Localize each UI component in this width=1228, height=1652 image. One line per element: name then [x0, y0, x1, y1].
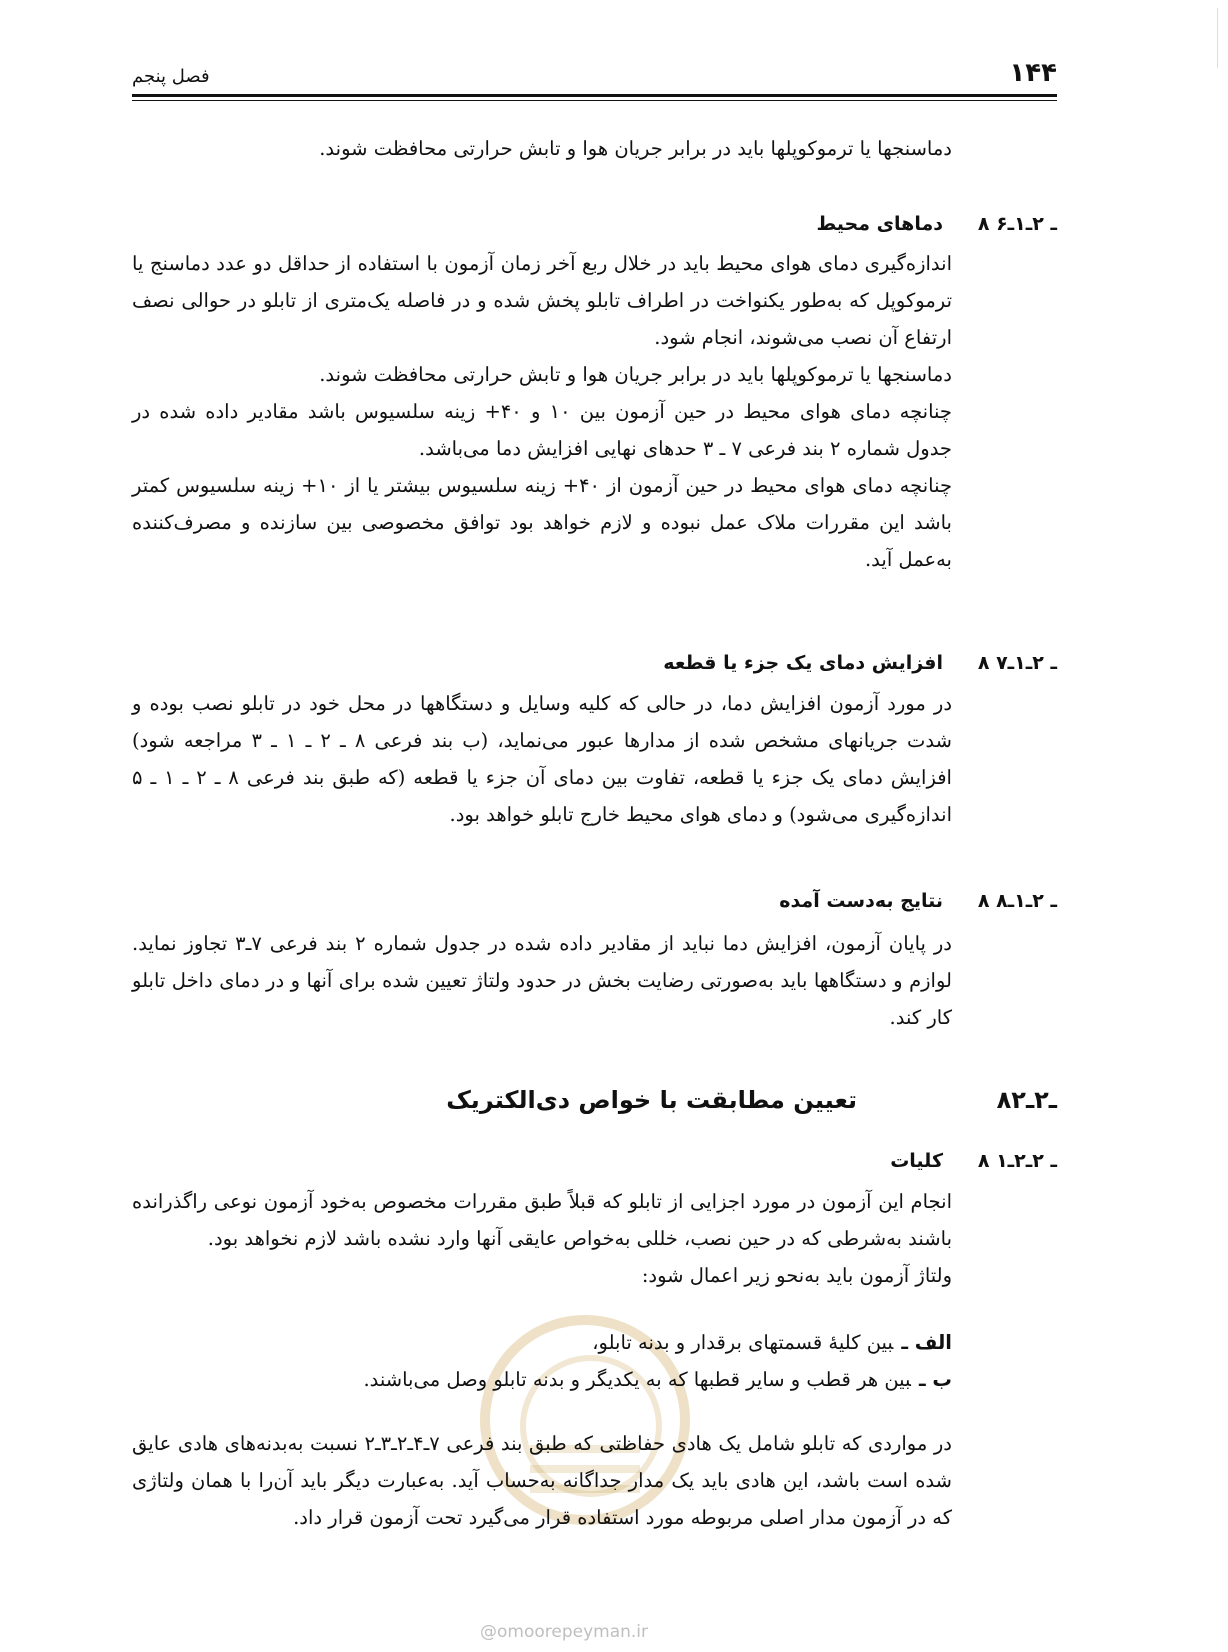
section-number: ۸ـ۲ـ۲ — [996, 1086, 1057, 1114]
section-title: افزایش دمای یک جزء یا قطعه — [663, 652, 943, 674]
section-body-8-2-1-8 — [132, 925, 952, 1036]
section-body-8-2-2-1 — [132, 1183, 952, 1294]
section-number: ۸ ـ ۲ـ۱ـ۸ — [977, 890, 1057, 912]
section-number: ۸ ـ ۲ـ۱ـ۶ — [977, 213, 1057, 235]
section-heading-8-2-2-1 — [132, 1150, 1057, 1172]
paragraph: انجام این آزمون در مورد اجزایی از تابلو که قبلاً طبق مقررات مخصوص به‌خود آزمون نوعی راگذرانده باشند به‌شرطی که در حین نصب، خللی به‌خواص عایقی آنها وارد نشده باشد لازم نخواهد بود. — [132, 1190, 952, 1250]
closing-paragraph — [132, 1425, 952, 1536]
chapter-title: فصل پنجم — [132, 66, 210, 87]
section-heading-8-2-2 — [132, 1086, 1057, 1114]
section-title: کلیات — [890, 1150, 943, 1172]
section-number: ۸ ـ ۲ـ۱ـ۷ — [977, 652, 1057, 674]
section-number: ۸ ـ ۲ـ۲ـ۱ — [977, 1150, 1057, 1172]
paragraph: در مواردی که تابلو شامل یک هادی حفاظتی که طبق بند فرعی ۷ـ۴ـ۲ـ۳ـ۲ نسبت به‌بدنه‌های هادی عایق شده است باشد، این هادی باید یک مدار جداگانه به‌حساب آید. به‌عبارت دیگر باید آن‌را با همان ولتاژی که در آزمون مدار اصلی مربوطه مورد استفاده قرار می‌گیرد تحت آزمون قرار داد. — [132, 1432, 952, 1529]
test-voltage-list — [132, 1324, 952, 1398]
list-item — [132, 1324, 952, 1361]
page-header — [132, 58, 1057, 98]
intro-paragraph — [132, 130, 952, 167]
paragraph: چنانچه دمای هوای محیط در حین آزمون از ۴۰+ زینه سلسیوس بیشتر یا از ۱۰+ زینه سلسیوس کمتر باشد این مقررات ملاک عمل نبوده و لازم خواهد بود توافق مخصوصی بین سازنده و مصرف‌کننده به‌عمل آید. — [132, 474, 953, 571]
paragraph: چنانچه دمای هوای محیط در حین آزمون بین ۱۰ و ۴۰+ زینه سلسیوس باشد مقادیر داده شده در جدول شماره ۲ بند فرعی ۷ ـ ۳ حدهای نهایی افزایش دما می‌باشد. — [132, 400, 952, 460]
paragraph: در پایان آزمون، افزایش دما نباید از مقادیر داده شده در جدول شماره ۲ بند فرعی ۷ـ۳ تجاوز نماید. لوازم و دستگاهها باید به‌صورتی رضایت بخش در حدود ولتاژ تعیین شده برای آنها و در دمای داخل تابلو کار کند. — [132, 932, 952, 1029]
section-body-8-2-1-6 — [132, 245, 952, 578]
paragraph: اندازه‌گیری دمای هوای محیط باید در خلال ربع آخر زمان آزمون با استفاده از حداقل دو عدد دماسنج یا ترموکوپل که به‌طور یکنواخت در اطراف تابلو پخش شده و در فاصله یک‌متری از تابلو در حوالی نصف ارتفاع آن نصب می‌شوند، انجام شود. — [132, 252, 952, 349]
section-title: نتایج به‌دست آمده — [779, 890, 943, 912]
section-heading-8-2-1-7 — [132, 652, 1057, 674]
list-item — [132, 1361, 952, 1398]
section-heading-8-2-1-8 — [132, 890, 1057, 912]
list-item-text: بین هر قطب و سایر قطبها که به یکدیگر و بدنه تابلو وصل می‌باشند. — [363, 1368, 911, 1391]
list-item-label: ب ـ — [918, 1368, 952, 1391]
section-title: دماهای محیط — [816, 213, 943, 235]
section-body-8-2-1-7 — [132, 685, 952, 833]
header-rule-thin — [132, 100, 1057, 101]
watermark-text: @omoorepeyman.ir — [480, 1622, 649, 1642]
edge-mark — [1217, 8, 1218, 68]
paragraph: در مورد آزمون افزایش دما، در حالی که کلیه وسایل و دستگاهها در محل خود در تابلو نصب بوده و شدت جریانهای مشخص شده از مدارها عبور می‌نماید، (ب بند فرعی ۸ ـ ۲ ـ ۱ ـ ۳ مراجعه شود) افزایش دمای یک جزء یا قطعه، تفاوت بین دمای آن جزء یا قطعه (که طبق بند فرعی ۸ ـ ۲ ـ ۱ ـ ۵ اندازه‌گیری می‌شود) و دمای هوای محیط خارج تابلو خواهد بود. — [132, 692, 952, 826]
header-rule — [132, 94, 1057, 97]
paragraph: دماسنجها یا ترموکوپلها باید در برابر جریان هوا و تابش حرارتی محافظت شوند. — [319, 363, 952, 386]
page-number: ۱۴۴ — [1009, 58, 1057, 88]
section-heading-8-2-1-6 — [132, 213, 1057, 235]
paragraph: ولتاژ آزمون باید به‌نحو زیر اعمال شود: — [641, 1264, 952, 1287]
section-title: تعیین مطابقت با خواص دی‌الکتریک — [446, 1086, 857, 1114]
list-item-text: بین کلیهٔ قسمتهای برقدار و بدنه تابلو، — [592, 1331, 894, 1354]
list-item-label: الف ـ — [901, 1331, 952, 1354]
intro-line: دماسنجها یا ترموکوپلها باید در برابر جریان هوا و تابش حرارتی محافظت شوند. — [319, 137, 952, 160]
